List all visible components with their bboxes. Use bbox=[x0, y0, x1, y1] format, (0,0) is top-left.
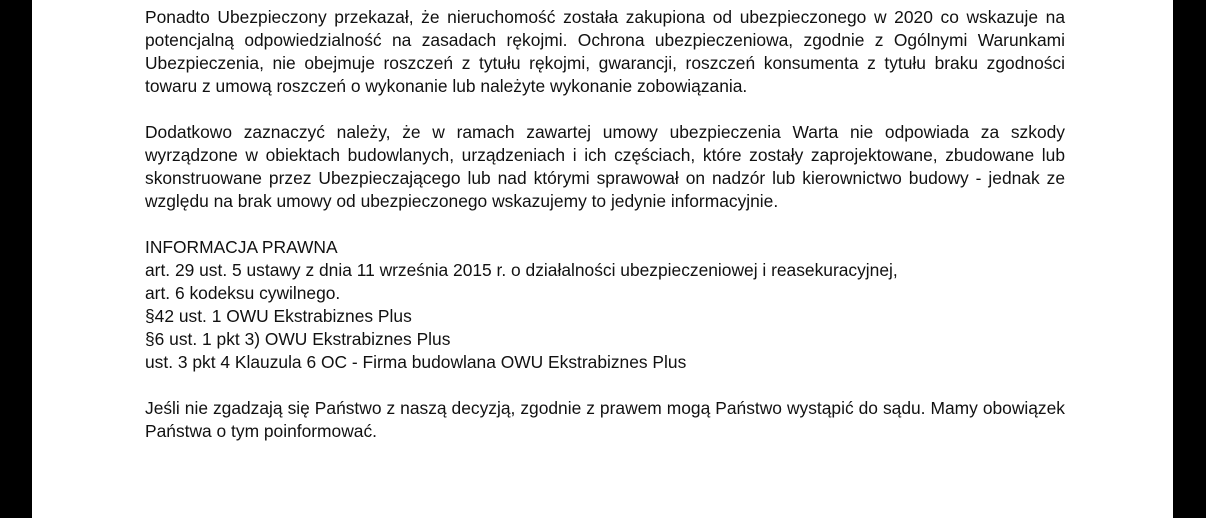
paragraph-warranty: Ponadto Ubezpieczony przekazał, że nieruchomość została zakupiona od ubezpieczonego w 2020 co wskazuje na potencjalną odpowiedzialność na zasadach rękojmi. Ochrona ubezpieczeniowa, zgodnie z Ogólnymi Warunkami Ubezpieczenia, nie obejmuje roszczeń z tytułu rękojmi, gwarancji, roszczeń konsumenta z tytułu braku zgodności towaru z umową roszczeń o wykonanie lub należyte wykonanie zobowiązania. bbox=[145, 7, 1065, 96]
legal-info-item: §42 ust. 1 OWU Ekstrabiznes Plus bbox=[145, 306, 412, 326]
legal-info-item: art. 29 ust. 5 ustawy z dnia 11 września 2015 r. o działalności ubezpieczeniowej i reasekuracyjnej, bbox=[145, 260, 898, 280]
legal-info-item: art. 6 kodeksu cywilnego. bbox=[145, 283, 341, 303]
legal-info-item: ust. 3 pkt 4 Klauzula 6 OC - Firma budowlana OWU Ekstrabiznes Plus bbox=[145, 352, 687, 372]
legal-info-item: §6 ust. 1 pkt 3) OWU Ekstrabiznes Plus bbox=[145, 329, 451, 349]
document-content bbox=[145, 6, 1065, 466]
paragraph-exclusion: Dodatkowo zaznaczyć należy, że w ramach zawartej umowy ubezpieczenia Warta nie odpowiada za szkody wyrządzone w obiektach budowlanych, urządzeniach i ich częściach, które zostały zaprojektowane, zbudowane lub skonstruowane przez Ubezpieczającego lub nad którymi sprawował on nadzór lub kierownictwo budowy - jednak ze względu na brak umowy od ubezpieczonego wskazujemy to jedynie informacyjnie. bbox=[145, 122, 1065, 211]
document-page bbox=[32, 0, 1173, 518]
legal-info-section bbox=[145, 236, 1065, 374]
paragraph-closing: Jeśli nie zgadzają się Państwo z naszą decyzją, zgodnie z prawem mogą Państwo wystąpić do sądu. Mamy obowiązek Państwa o tym poinformować. bbox=[145, 398, 1065, 441]
legal-info-heading: INFORMACJA PRAWNA bbox=[145, 237, 338, 257]
